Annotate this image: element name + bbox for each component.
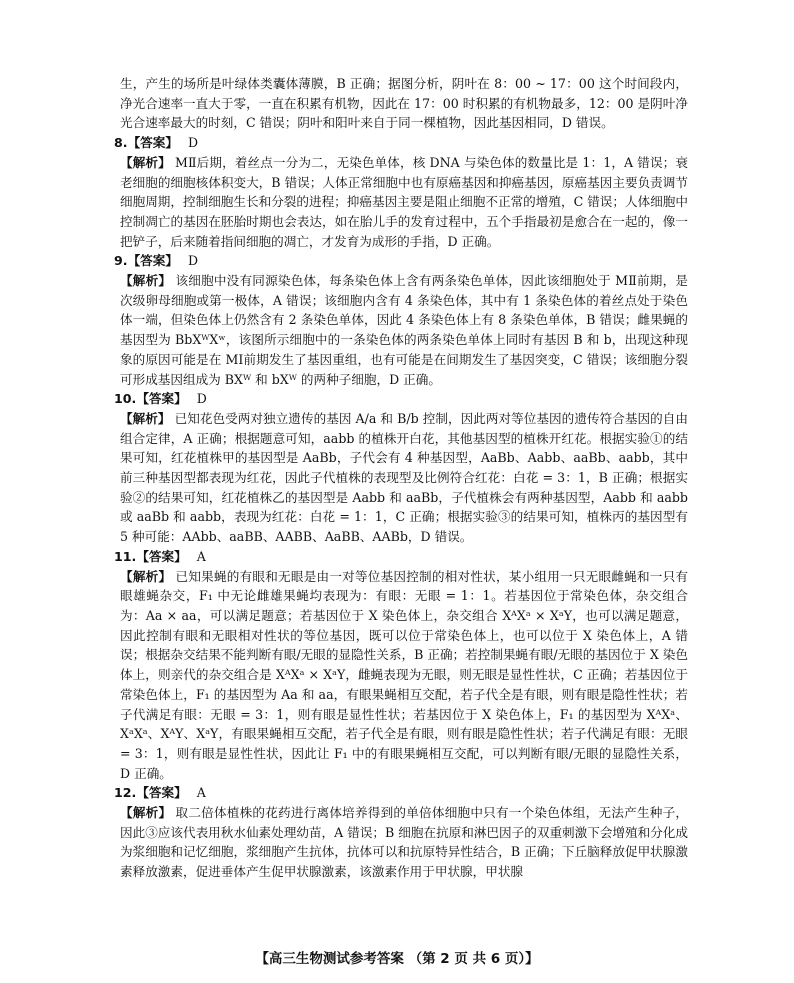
question-number: 9.: [114, 253, 128, 269]
answer-content: [114, 74, 688, 882]
answer-label: 【答案】: [136, 785, 187, 801]
analysis-label: 【解析】: [120, 154, 171, 170]
question-12: [114, 783, 688, 882]
answer-label: 【答案】: [136, 391, 187, 407]
answer-label: 【答案】: [127, 253, 178, 269]
analysis-label: 【解析】: [120, 410, 171, 426]
analysis-text: 该细胞中没有同源染色体，每条染色体上含有两条染色单体，因此该细胞处于 MⅡ前期，是次级卵母细胞或第一极体，A 错误；该细胞内含有 4 条染色体，其中有 1 条染色体的着丝点处于染色体一端，但染色体上仍然含有 2 条染色单体，因此 4 条染色体上有 8 条染色单体，B 错误；雌果蝇的基因型为 BbXᵂXʷ，该图所示细胞中的一条染色体的两条染色单体上同时有基因 B 和 b，出现这种现象的原因可能是在 MⅠ前期发生了基因重组，也有可能是在间期发生了基因突变，C 错误；该细胞分裂可形成基因组成为 BXᵂ 和 bXᵂ 的两种子细胞，D 正确。: [120, 273, 688, 387]
question-number: 10.: [114, 391, 137, 407]
analysis-text: 已知花色受两对独立遗传的基因 A/a 和 B/b 控制，因此两对等位基因的遗传符合基因的自由组合定律，A 正确；根据题意可知，aabb 的植株开白花，其他基因型的植株开红花。根据实验①的结果可知，红花植株甲的基因型是 AaBb，子代会有 4 种基因型，AaBb、Aabb、aaBb、aabb，其中前三种基因型都表现为红花，因此子代植株的表现型及比例符合红花：白花 = 3：1，B 正确；根据实验②的结果可知，红花植株乙的基因型是 Aabb 和 aaBb，子代植株会有两种基因型，Aabb 和 aabb 或 aaBb 和 aabb，表现为红花：白花 = 1：1，C 正确；根据实验③的结果可知，植株丙的基因型有 5 种可能：AAbb、aaBB、AABB、AaBB、AABb，D 错误。: [120, 410, 688, 545]
page-footer: 【高三生物测试参考答案 （第 2 页 共 6 页）】: [255, 951, 539, 967]
answer-label: 【答案】: [127, 135, 178, 151]
analysis-text: MⅡ后期，着丝点一分为二，无染色单体，核 DNA 与染色体的数量比是 1：1，A 错误；衰老细胞的细胞核体积变大，B 错误；人体正常细胞中也有原癌基因和抑癌基因，原癌基因主要负责调节细胞周期，控制细胞生长和分裂的进程；抑癌基因主要是阻止细胞不正常的增殖，C 错误；人体细胞中控制凋亡的基因在胚胎时期也会表达，如在胎儿手的发育过程中，五个手指最初是愈合在一起的，像一把铲子，后来随着指间细胞的凋亡，才发育为成形的手指，D 正确。: [120, 154, 688, 249]
analysis-text: 已知果蝇的有眼和无眼是由一对等位基因控制的相对性状，某小组用一只无眼雌蝇和一只有眼雄蝇杂交，F₁ 中无论雌雄果蝇均表现为：有眼：无眼 = 1：1。若基因位于常染色体，杂交组合为：Aa × aa，可以满足题意；若基因位于 X 染色体上，杂交组合 XᴬXᵃ × XᵃY，也可以满足题意，因此控制有眼和无眼相对性状的等位基因，既可以位于常染色体上，也可以位于 X 染色体上，A 错误；根据杂交结果不能判断有眼/无眼的显隐性关系，B 正确；若控制果蝇有眼/无眼的基因位于 X 染色体上，则亲代的杂交组合是 XᴬXᵃ × XᵃY，雌蝇表现为无眼，则无眼是显性性状，C 正确；若基因位于常染色体上，F₁ 的基因型为 Aa 和 aa，有眼果蝇相互交配，若子代全是有眼，则有眼是隐性性状；若子代满足有眼：无眼 = 3：1，则有眼是显性性状；若基因位于 X 染色体上，F₁ 的基因型为 XᴬXᵃ、XᵃXᵃ、XᴬY、XᵃY，有眼果蝇相互交配，若子代全是有眼，则有眼是隐性性状；若子代满足有眼：无眼 = 3：1，则有眼是显性性状，因此让 F₁ 中的有眼果蝇相互交配，可以判断有眼/无眼的显隐性关系，D 正确。: [120, 568, 689, 781]
analysis-text: 取二倍体植株的花药进行离体培养得到的单倍体细胞中只有一个染色体组，无法产生种子，因此③应该代表用秋水仙素处理幼苗，A 错误；B 细胞在抗原和淋巴因子的双重刺激下会增殖和分化成为浆细胞和记忆细胞，浆细胞产生抗体，抗体可以和抗原特异性结合，B 正确；下丘脑释放促甲状腺激素释放激素，促进垂体产生促甲状腺激素，该激素作用于甲状腺，甲状腺: [120, 805, 689, 880]
analysis-label: 【解析】: [120, 273, 172, 289]
question-11: [114, 547, 688, 783]
question-number: 11.: [114, 548, 137, 564]
answer-value: D: [187, 135, 199, 151]
question-9: [114, 251, 688, 389]
question-8: [114, 133, 688, 251]
answer-value: A: [196, 785, 206, 801]
answer-value: D: [187, 253, 199, 269]
question-number: 8.: [114, 135, 128, 151]
question-number: 12.: [114, 785, 137, 801]
answer-label: 【答案】: [136, 548, 187, 564]
answer-value: D: [196, 391, 207, 407]
analysis-label: 【解析】: [120, 805, 172, 821]
analysis-label: 【解析】: [120, 568, 172, 584]
answer-value: A: [196, 548, 206, 564]
intro-paragraph: 生，产生的场所是叶绿体类囊体薄膜，B 正确；据图分析，阴叶在 8：00 ~ 17：00 这个时间段内，净光合速率一直大于零，一直在积累有机物，因此在 17：00 时积累的有机物最多，12：00 是阴叶净光合速率最大的时刻，C 错误；阴叶和阳叶来自于同一棵植物，因此基因相同，D 错误。: [120, 76, 688, 131]
question-10: [114, 389, 688, 547]
